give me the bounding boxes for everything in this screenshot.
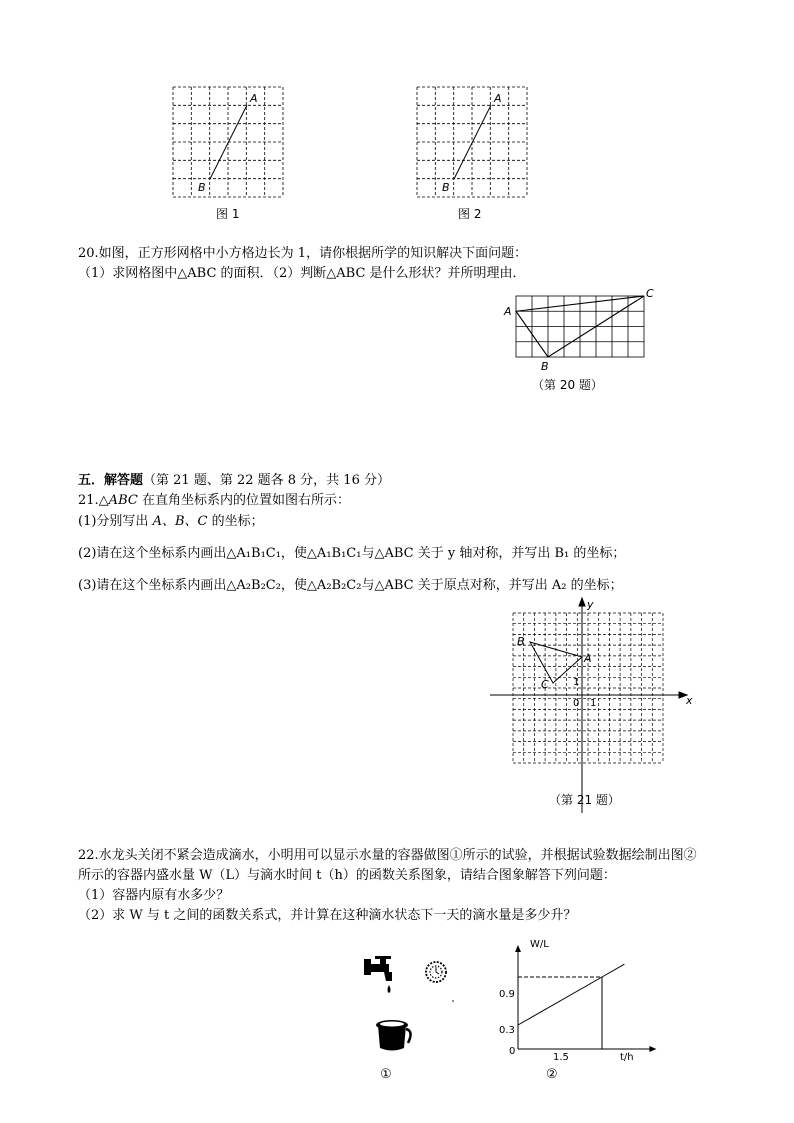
- clock-icon: [426, 962, 446, 982]
- origin-label: 0: [509, 1046, 516, 1057]
- y-axis-label: W/L: [530, 939, 549, 950]
- y-tick-label-0.9: 0.9: [499, 989, 515, 1000]
- figure-2-grid: [417, 87, 529, 199]
- q21-origin: 0: [573, 698, 580, 709]
- q22-line1: 22.水龙头关闭不紧会造成滴水，小明用可以显示水量的容器做图①所示的试验，并根据试验数据绘制出图②: [78, 848, 697, 863]
- q21-label-y: y: [587, 598, 594, 611]
- q20-label-a: A: [504, 305, 512, 318]
- q21-part1-vars: A、B、C: [152, 514, 208, 529]
- q21-unit-x: 1: [590, 698, 597, 709]
- q22-line4: （2）求 W 与 t 之间的函数关系式，并计算在这种滴水状态下一天的滴水量是多少升？: [78, 908, 577, 923]
- fig1-label-b: B: [198, 181, 206, 194]
- x-axis-label: t/h: [620, 1052, 634, 1063]
- q21-part2: (2)请在这个坐标系内画出△A₁B₁C₁，使△A₁B₁C₁与△ABC 关于 y 轴对称，并写出 B₁ 的坐标；: [78, 546, 626, 561]
- q21-intro: [78, 492, 350, 510]
- q22-line3: （1）容器内原有水多少？: [78, 888, 230, 903]
- fig2-label-b: B: [442, 181, 450, 194]
- section5-note: （第 21 题、第 22 题各 8 分，共 16 分）: [143, 473, 390, 488]
- fig1-caption: 图 1: [216, 207, 240, 221]
- q21-triangle: △ABC: [98, 493, 138, 508]
- x-tick-label-1.5: 1.5: [553, 1052, 569, 1063]
- fig1-label-a: A: [250, 92, 258, 105]
- x-axis-arrow: [649, 1046, 656, 1052]
- faucet-icon: [364, 956, 392, 981]
- q21-part1: [78, 513, 264, 531]
- q21-label-a: A: [584, 652, 592, 665]
- q22-fig2-caption: ②: [546, 1067, 558, 1082]
- q22-fig1-caption: ①: [380, 1067, 392, 1082]
- q21-unit-y: 1: [573, 677, 580, 688]
- faucet-experiment-illustration: [358, 955, 458, 1055]
- q21-part1-post: 的坐标；: [207, 514, 264, 529]
- q21-label-c: C: [541, 678, 549, 691]
- series-w-line: [518, 964, 624, 1025]
- q20-label-c: C: [646, 287, 654, 300]
- q21-label-x: x: [686, 694, 693, 707]
- q22-line2: 所示的容器内盛水量 W（L）与滴水时间 t（h）的函数关系图象，请结合图象解答下列问题：: [78, 868, 616, 883]
- y-tick-label-0.3: 0.3: [499, 1025, 515, 1036]
- fig2-label-a: A: [494, 92, 502, 105]
- q21-part3: (3)请在这个坐标系内画出△A₂B₂C₂，使△A₂B₂C₂与△ABC 关于原点对称，并写出 A₂ 的坐标；: [78, 578, 623, 593]
- water-drop-icon: [388, 985, 391, 993]
- q21-label-b: B: [517, 635, 525, 648]
- section5-title: [78, 472, 390, 490]
- q20-grid: [516, 296, 646, 360]
- q21-intro-rest: 在直角坐标系内的位置如图右所示：: [137, 493, 350, 508]
- q21-part1-pre: (1)分别写出: [78, 514, 153, 529]
- q20-caption: （第 20 题）: [532, 378, 603, 392]
- fig2-caption: 图 2: [458, 207, 482, 221]
- q21-number: 21.: [78, 493, 99, 508]
- figure-1-grid: [173, 87, 285, 199]
- q20-line2: （1）求网格图中△ABC 的面积．（2）判断△ABC 是什么形状？并所明理由．: [78, 266, 526, 281]
- wt-line-chart: [480, 937, 630, 1067]
- q21-caption: （第 21 题）: [549, 793, 620, 807]
- section5-heading: 五．解答题: [78, 473, 144, 488]
- q20-line1: 20.如图，正方形网格中小方格边长为 1，请你根据所学的知识解决下面问题：: [78, 246, 528, 261]
- q20-label-b: B: [541, 360, 549, 373]
- cup-icon: [376, 1020, 411, 1051]
- y-axis-arrow: [515, 945, 521, 952]
